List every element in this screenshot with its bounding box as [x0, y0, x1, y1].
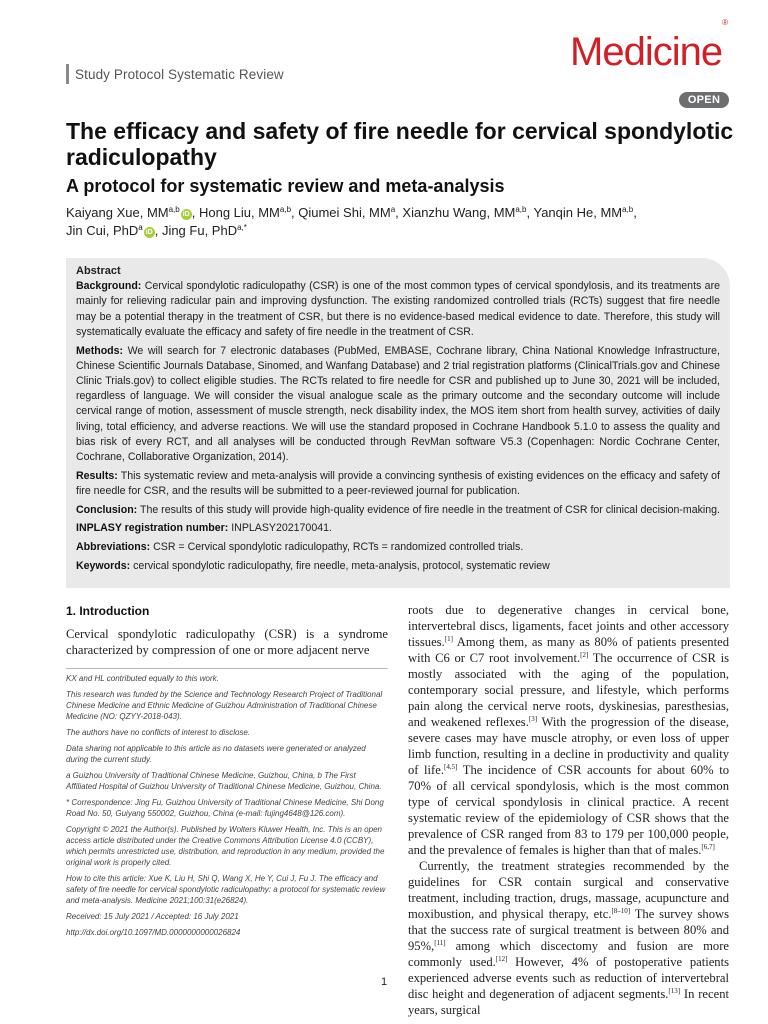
- abstract-background: Background: Cervical spondylotic radiculopathy (CSR) is one of the most common types of cervical spondylosis, and its treatments are mainly for relieving radicular pain and improving dysfunction. The existing randomized controlled trials (RCTs) suggest that fire needle may be a potential therapy in the treatment of CSR, but there is no evidence-based medical evidence to date. Therefore, this study will systematically evaluate the efficacy and safety of fire needle in the treatment of CSR.: [76, 280, 720, 338]
- abstract-abbreviations: Abbreviations: CSR = Cervical spondylotic radiculopathy, RCTs = randomized controlled trials.: [76, 540, 524, 553]
- author-list: [66, 204, 726, 240]
- footnote: a Guizhou University of Traditional Chinese Medicine, Guizhou, China, b The First Affiliated Hospital of Guizhou University of Traditional Chinese Medicine, Guizhou, China.: [66, 771, 382, 791]
- citation-ref[interactable]: [3]: [528, 715, 538, 723]
- author: Xianzhu Wang, MM$^{a,b}$,: [402, 205, 534, 220]
- abstract-heading: Abstract: [76, 265, 121, 277]
- doi-link[interactable]: http://dx.doi.org/10.1097/MD.0000000000026824: [66, 928, 241, 937]
- abstract-conclusion: Conclusion: The results of this study will provide high-quality evidence of fire needle in the treatment of CSR for clinical decision-making.: [76, 503, 720, 516]
- journal-name: Medicine: [570, 30, 723, 74]
- footnote-copyright: Copyright © 2021 the Author(s). Published by Wolters Kluwer Health, Inc. This is an open access article distributed under the Creative Commons Attribution License 4.0 (CCBY), which permits unrestricted use, distribution, and reproduction in any medium, provided the original work is properly cited.: [66, 825, 385, 867]
- citation-ref[interactable]: [12]: [495, 955, 508, 963]
- abstract-box: [66, 258, 730, 588]
- footnote-dates: Received: 15 July 2021 / Accepted: 16 July 2021: [66, 912, 239, 921]
- author: Yanqin He, MM$^{a,b}$,: [533, 205, 637, 220]
- introduction-paragraph: roots due to degenerative changes in cervical bone, intervertebral discs, ligaments, facet joints and other accessory tissues.[1] Among them, as many as 80% of patients presented with C6 or C7 root involvement.[2] The occurrence of CSR is mostly associated with the aging of the population, contemporary social pressure, and lifestyle, which performs pain along the cervical nerve roots, dyskinesias, paresthesias, and weakened reflexes.[3] With the progression of the disease, severe cases may have muscle atrophy, or even loss of upper limb function, resulting in a decline in productivity and quality of life.[4,5] The incidence of CSR accounts for about 60% to 70% of all cervical spondylosis, which is the most common type of cervical spondylosis in clinical practice. A recent systematic review of the epidemiology of CSR shows that the prevalence of CSR ranged from 83 to 179 per 100,000 people, and the prevalence of females is higher than that of males.[6,7]: [408, 603, 729, 857]
- introduction-paragraph: Currently, the treatment strategies recommended by the guidelines for CSR contain surgical and conservative treatment, including traction, drugs, massage, acupuncture and moxibustion, and physical therapy, etc.[8–10] The survey shows that the success rate of surgical treatment is between 80% and 95%,[11] among which discectomy and fusion are more commonly used.[12] However, 4% of postoperative patients experienced adverse events such as reduction of intervertebral disc height and degeneration of adjacent segments.[13] In recent years, surgical: [408, 859, 730, 1017]
- citation-ref[interactable]: [6,7]: [701, 843, 715, 851]
- footnote: Data sharing not applicable to this article as no datasets were generated or analyzed during the current study.: [66, 744, 366, 764]
- author: Jin Cui, PhD$^a$iD ,: [66, 223, 162, 238]
- article-subtitle: A protocol for systematic review and meta-analysis: [66, 176, 505, 196]
- left-column: [66, 604, 388, 943]
- article-title: The efficacy and safety of fire needle for cervical spondylotic radiculopathy: [66, 118, 734, 170]
- author: Qiumei Shi, $MM^a$,: [298, 205, 403, 220]
- author: Hong Liu, MM$^{a,b}$,: [198, 205, 299, 220]
- abstract-results: Results: This systematic review and meta-analysis will provide a convincing synthesis of existing evidences on the efficacy and safety of fire needle for CSR, and the results will be submitted to a peer-reviewed journal for publication.: [76, 469, 720, 497]
- page-number: 1: [380, 976, 388, 988]
- citation-ref[interactable]: [11]: [434, 939, 446, 947]
- citation-ref[interactable]: [13]: [668, 987, 681, 995]
- author: Jing Fu, PhD$^{a,*}$: [161, 223, 247, 238]
- footnote: The authors have no conflicts of interest to disclose.: [66, 728, 251, 737]
- journal-logo: [570, 17, 728, 74]
- footnote-divider: [66, 668, 388, 669]
- citation-ref[interactable]: [2]: [580, 651, 589, 659]
- inplasy-registration: INPLASY registration number: INPLASY202170041.: [76, 522, 332, 535]
- author: Kaiyang Xue, MM$^{a,b}$iD ,: [66, 205, 199, 220]
- abstract-methods: Methods: We will search for 7 electronic databases (PubMed, EMBASE, Cochrane library, China National Knowledge Infrastructure, Chinese Scientific Journals Database, Sinomed, and Wanfang Database) and 2 trial registration platforms (ClinicalTrials.gov and Chinese Clinic Trials.gov) to collect eligible studies. The RCTs related to fire needle for CSR and published up to June 30, 2021 will be included, regardless of language. We will consider the visual analogue scale as the primary outcome and the secondary outcome will include cervical range of motion, assessment of muscle strength, neck disability index, the MOS item short from health survey, activities of daily living, total efficiency, and adverse reactions. We will use the standard proposed in Cochrane Handbook 5.1.0 to assess the quality and bias risk of every RCT, and all analyses will be conducted through RevMan software V5.3 (Copenhagen: Nordic Cochrane Center, Cochrane, Collaborative Organization, 2014).: [76, 344, 720, 463]
- footnote-citation: How to cite this article: Xue K, Liu H, Shi Q, Wang X, He Y, Cui J, Fu J. The efficacy and safety of fire needle for cervical spondylotic radiculopathy: a protocol for systematic review and meta-analysis. Medicine 2021;100:31(e26824).: [66, 874, 386, 905]
- article-type-header: [66, 64, 284, 84]
- footnote-correspondence: * Correspondence: Jing Fu, Guizhou University of Traditional Chinese Medicine, Shi Dong Road No. 50, Guiyang 550002, Guizhou, China (e-mail: fujing4648@126.com).: [66, 798, 384, 818]
- orcid-icon[interactable]: iD: [182, 211, 190, 218]
- orcid-icon[interactable]: iD: [145, 229, 153, 236]
- footnote: This research was funded by the Science and Technology Research Project of Traditional Chinese Medicine and Ethnic Medicine of Guizhou Administration of Traditional Chinese Medicine (NO: QZYY-2018-043).: [66, 690, 383, 721]
- article-type-label: Study Protocol Systematic Review: [75, 66, 284, 82]
- right-column: [408, 602, 729, 1018]
- citation-ref[interactable]: [4,5]: [444, 763, 458, 771]
- open-access-badge: OPEN: [679, 92, 729, 108]
- citation-ref[interactable]: [1]: [444, 635, 453, 643]
- abstract-keywords: Keywords: cervical spondylotic radiculopathy, fire needle, meta-analysis, protocol, systematic review: [76, 559, 550, 572]
- citation-ref[interactable]: [8–10]: [611, 907, 631, 915]
- header-rule: [66, 64, 69, 84]
- introduction-heading: 1. Introduction: [66, 604, 150, 618]
- registered-mark: ®: [722, 17, 728, 27]
- introduction-paragraph: Cervical spondylotic radiculopathy (CSR) is a syndrome characterized by compression of one or more adjacent nerve: [66, 627, 388, 657]
- footnote: KX and HL contributed equally to this work.: [66, 674, 219, 683]
